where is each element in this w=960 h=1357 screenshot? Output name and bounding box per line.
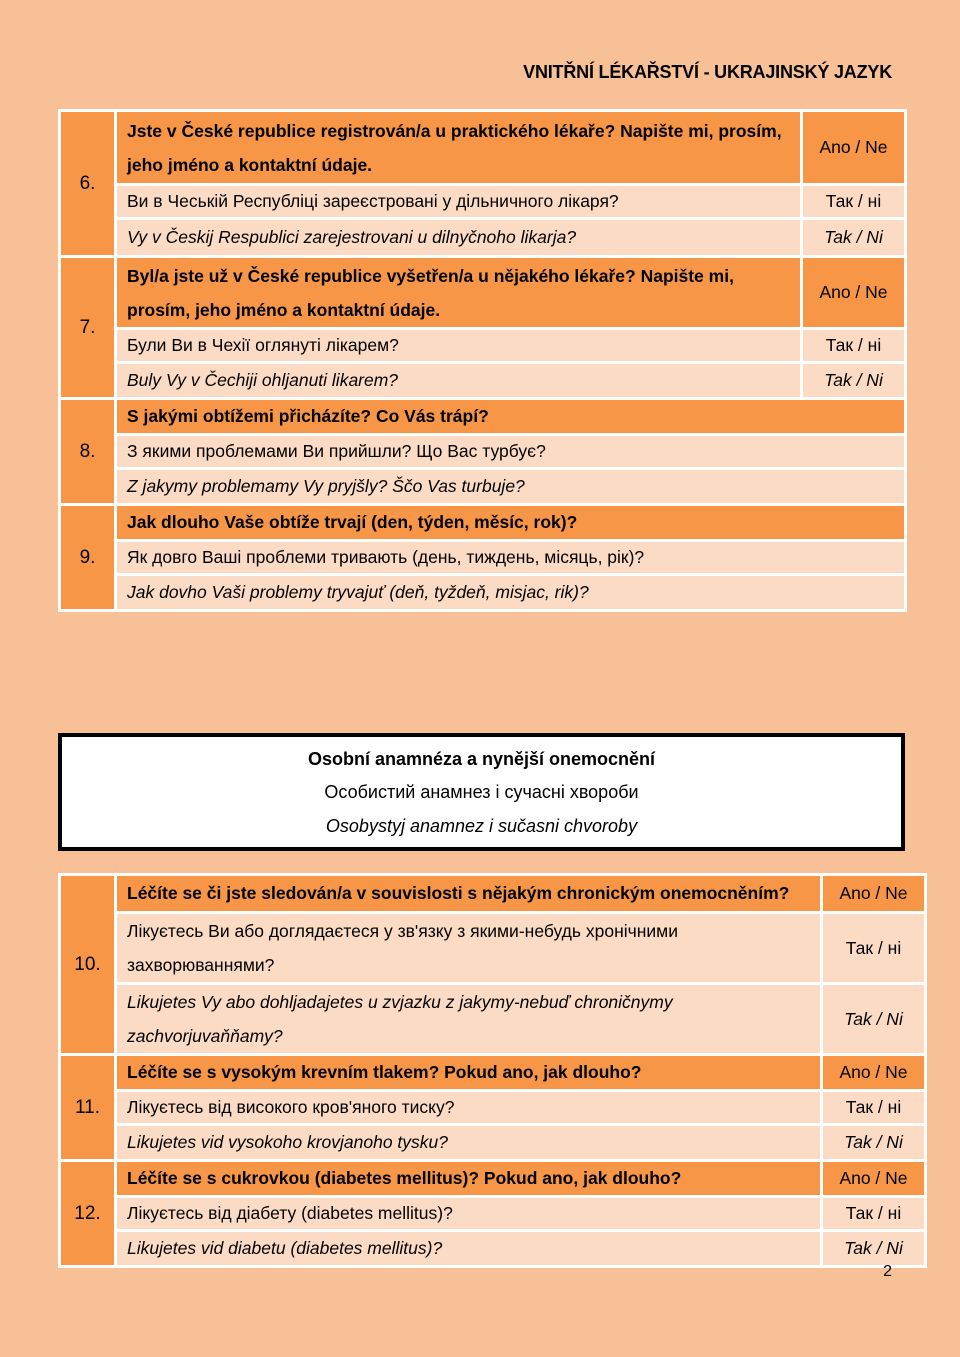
question-number: 11.: [60, 1055, 116, 1161]
question-10-tr-row: [60, 984, 926, 1055]
question-cz-text: Jak dlouho Vaše obtíže trvají (den, týden, měsíc, rok)?: [116, 505, 906, 541]
question-cz-text: Léčíte se či jste sledován/a v souvislosti s nějakým chronickým onemocněním?: [116, 875, 822, 913]
question-9-tr-row: [60, 575, 906, 611]
question-9-cz-row: [60, 505, 906, 541]
question-cz-text: Byl/a jste už v České republice vyšetřen/a u nějakého lékaře? Napište mi, prosím, jeho jméno a kontaktní údaje.: [116, 257, 802, 329]
answer-options-transliteration[interactable]: Tak / Ni: [822, 984, 926, 1055]
answer-options-ua[interactable]: Так / ні: [822, 1091, 926, 1125]
question-8-cz-row: [60, 399, 906, 435]
question-ua-text: Лікуєтесь Ви або доглядаєтеся у зв'язку з якими-небудь хронічними захворюваннями?: [116, 913, 822, 984]
question-ua-text: Ви в Чеській Республіці зареєстровані у дільничного лікаря?: [116, 185, 802, 219]
question-8-tr-row: [60, 469, 906, 505]
question-number: 8.: [60, 399, 116, 505]
question-number: 12.: [60, 1161, 116, 1267]
answer-options-ua[interactable]: Так / ні: [822, 1197, 926, 1231]
answer-options-cz[interactable]: Ano / Ne: [802, 257, 906, 329]
question-6-cz-row: [60, 111, 906, 185]
section-heading-box: [58, 733, 905, 851]
section-title-cz: Osobní anamnéza a nynější onemocnění: [307, 749, 656, 769]
question-6-ua-row: [60, 185, 906, 219]
questions-table-bottom: [58, 873, 927, 1268]
page-number: 2: [883, 1263, 892, 1280]
answer-options-cz[interactable]: Ano / Ne: [822, 1161, 926, 1197]
answer-options-ua[interactable]: Так / ні: [822, 913, 926, 984]
answer-options-cz[interactable]: Ano / Ne: [822, 1055, 926, 1091]
question-12-ua-row: [60, 1197, 926, 1231]
question-number: 6.: [60, 111, 116, 257]
question-ua-text: Лікуєтесь від діабету (diabetes mellitus)?: [116, 1197, 822, 1231]
question-ua-text: Були Ви в Чехії оглянуті лікарем?: [116, 329, 802, 363]
question-transliteration: Buly Vy v Čechiji ohljanuti likarem?: [116, 363, 802, 399]
questions-table-top: [58, 109, 907, 612]
answer-options-ua[interactable]: Так / ні: [802, 185, 906, 219]
question-transliteration: Jak dovho Vaši problemy tryvajuť (deň, tyždeň, misjac, rik)?: [116, 575, 906, 611]
question-8-ua-row: [60, 435, 906, 469]
question-cz-text: Jste v České republice registrován/a u praktického lékaře? Napište mi, prosím, jeho jméno a kontaktní údaje.: [116, 111, 802, 185]
question-11-tr-row: [60, 1125, 926, 1161]
section-title-transliteration: Osobystyj anamnez i sučasni chvoroby: [325, 816, 638, 836]
question-7-cz-row: [60, 257, 906, 329]
question-11-cz-row: [60, 1055, 926, 1091]
question-cz-text: S jakými obtížemi přicházíte? Co Vás trápí?: [116, 399, 906, 435]
question-transliteration: Likujetes vid vysokoho krovjanoho tysku?: [116, 1125, 822, 1161]
question-7-ua-row: [60, 329, 906, 363]
answer-options-cz[interactable]: Ano / Ne: [802, 111, 906, 185]
question-9-ua-row: [60, 541, 906, 575]
question-12-cz-row: [60, 1161, 926, 1197]
question-number: 10.: [60, 875, 116, 1055]
question-transliteration: Likujetes vid diabetu (diabetes mellitus)?: [116, 1231, 822, 1267]
question-number: 9.: [60, 505, 116, 611]
question-12-tr-row: [60, 1231, 926, 1267]
question-number: 7.: [60, 257, 116, 399]
question-ua-text: Як довго Ваші проблеми тривають (день, тиждень, місяць, рік)?: [116, 541, 906, 575]
question-7-tr-row: [60, 363, 906, 399]
answer-options-cz[interactable]: Ano / Ne: [822, 875, 926, 913]
question-10-ua-row: [60, 913, 926, 984]
question-transliteration: Z jakymy problemamy Vy pryjšly? Ščo Vas turbuje?: [116, 469, 906, 505]
answer-options-transliteration[interactable]: Tak / Ni: [802, 363, 906, 399]
question-transliteration: Vy v Českij Respublici zarejestrovani u dilnyčnoho likarja?: [116, 219, 802, 257]
document-header-title: VNITŘNÍ LÉKAŘSTVÍ - UKRAJINSKÝ JAZYK: [523, 62, 892, 82]
question-transliteration: Likujetes Vy abo dohljadajetes u zvjazku z jakymy-nebuď chroničnymy zachvorjuvaňňamy?: [116, 984, 822, 1055]
question-ua-text: З якими проблемами Ви прийшли? Що Вас турбує?: [116, 435, 906, 469]
question-11-ua-row: [60, 1091, 926, 1125]
answer-options-ua[interactable]: Так / ні: [802, 329, 906, 363]
question-10-cz-row: [60, 875, 926, 913]
question-6-tr-row: [60, 219, 906, 257]
answer-options-transliteration[interactable]: Tak / Ni: [802, 219, 906, 257]
question-cz-text: Léčíte se s cukrovkou (diabetes mellitus)? Pokud ano, jak dlouho?: [116, 1161, 822, 1197]
section-title-ua: Особистий анамнез і сучасні хвороби: [324, 782, 639, 802]
answer-options-transliteration[interactable]: Tak / Ni: [822, 1125, 926, 1161]
question-ua-text: Лікуєтесь від високого кров'яного тиску?: [116, 1091, 822, 1125]
answer-options-transliteration[interactable]: Tak / Ni: [822, 1231, 926, 1267]
question-cz-text: Léčíte se s vysokým krevním tlakem? Pokud ano, jak dlouho?: [116, 1055, 822, 1091]
